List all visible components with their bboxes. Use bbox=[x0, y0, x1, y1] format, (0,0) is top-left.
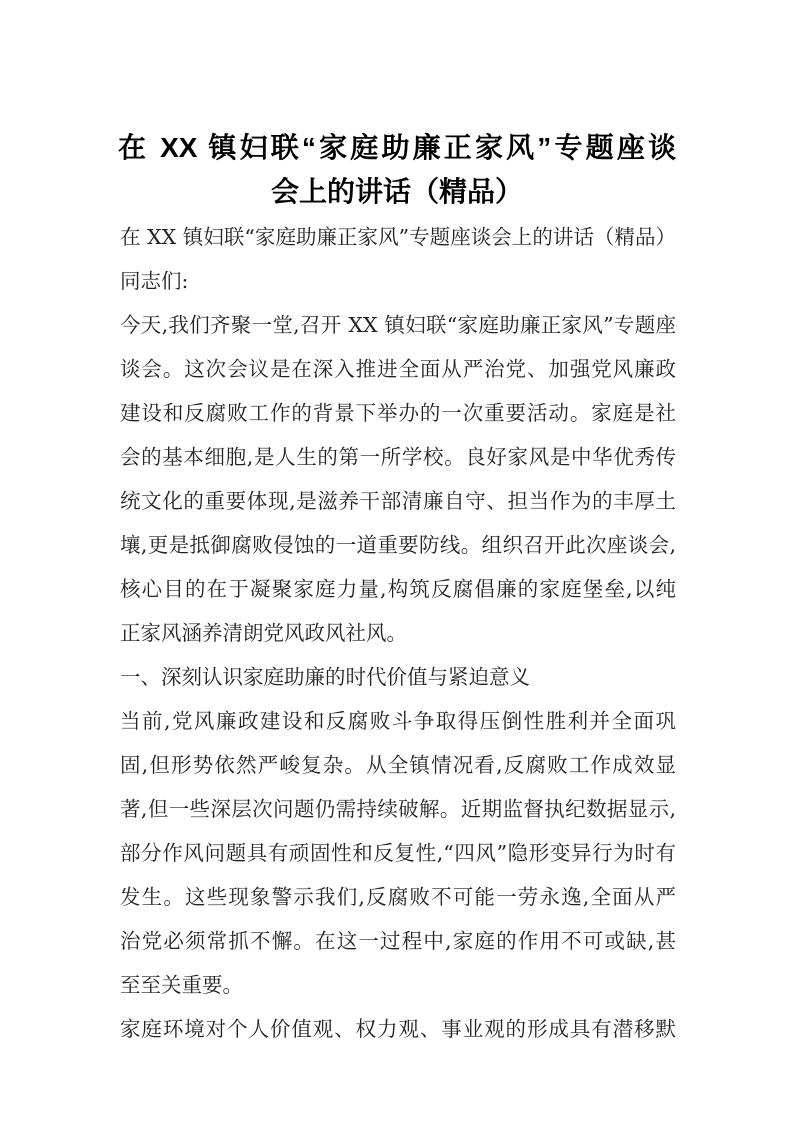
paragraph-line: 固,但形势依然严峻复杂。从全镇情况看,反腐败工作成效显 bbox=[120, 753, 676, 777]
paragraph-line: 一、深刻认识家庭助廉的时代价值与紧迫意义 bbox=[120, 665, 530, 689]
paragraph-line: 治党必须常抓不懈。在这一过程中,家庭的作用不可或缺,甚 bbox=[120, 929, 676, 953]
document-subtitle: 在 XX 镇妇联“家庭助廉正家风”专题座谈会上的讲话（精品） bbox=[120, 225, 676, 249]
paragraph bbox=[120, 699, 676, 1007]
paragraph-line: 会的基本细胞,是人生的第一所学校。良好家风是中华优秀传 bbox=[120, 445, 676, 469]
paragraph-line: 至至关重要。 bbox=[120, 973, 243, 997]
paragraph-line: 正家风涵养清朗党风政风社风。 bbox=[120, 621, 407, 645]
paragraph-line: 部分作风问题具有顽固性和反复性,“四风”隐形变异行为时有 bbox=[120, 841, 676, 865]
paragraph-line: 家庭环境对个人价值观、权力观、事业观的形成具有潜移默 bbox=[120, 1017, 676, 1041]
paragraph bbox=[120, 655, 676, 699]
document-title-line-2: 会上的讲话（精品） bbox=[270, 176, 523, 207]
paragraph-line: 统文化的重要体现,是滋养干部清廉自守、担当作为的丰厚土 bbox=[120, 489, 676, 513]
paragraph bbox=[120, 1007, 676, 1051]
paragraph-line: 建设和反腐败工作的背景下举办的一次重要活动。家庭是社 bbox=[120, 401, 676, 425]
paragraph-line: 当前,党风廉政建设和反腐败斗争取得压倒性胜利并全面巩 bbox=[120, 709, 676, 733]
paragraph-line: 壤,更是抵御腐败侵蚀的一道重要防线。组织召开此次座谈会, bbox=[120, 533, 676, 557]
paragraph bbox=[120, 259, 676, 303]
document-body bbox=[120, 215, 676, 1051]
paragraph-line: 核心目的在于凝聚家庭力量,构筑反腐倡廉的家庭堡垒,以纯 bbox=[120, 577, 676, 601]
paragraph-line: 同志们: bbox=[120, 269, 189, 293]
paragraph-line: 著,但一些深层次问题仍需持续破解。近期监督执纪数据显示, bbox=[120, 797, 676, 821]
paragraph-line: 今天,我们齐聚一堂,召开 XX 镇妇联“家庭助廉正家风”专题座 bbox=[120, 313, 676, 337]
document-title-line-1: 在 XX 镇妇联“家庭助廉正家风”专题座谈 bbox=[118, 132, 676, 163]
paragraph-line: 发生。这些现象警示我们,反腐败不可能一劳永逸,全面从严 bbox=[120, 885, 676, 909]
paragraph bbox=[120, 303, 676, 655]
paragraph-line: 谈会。这次会议是在深入推进全面从严治党、加强党风廉政 bbox=[120, 357, 676, 381]
